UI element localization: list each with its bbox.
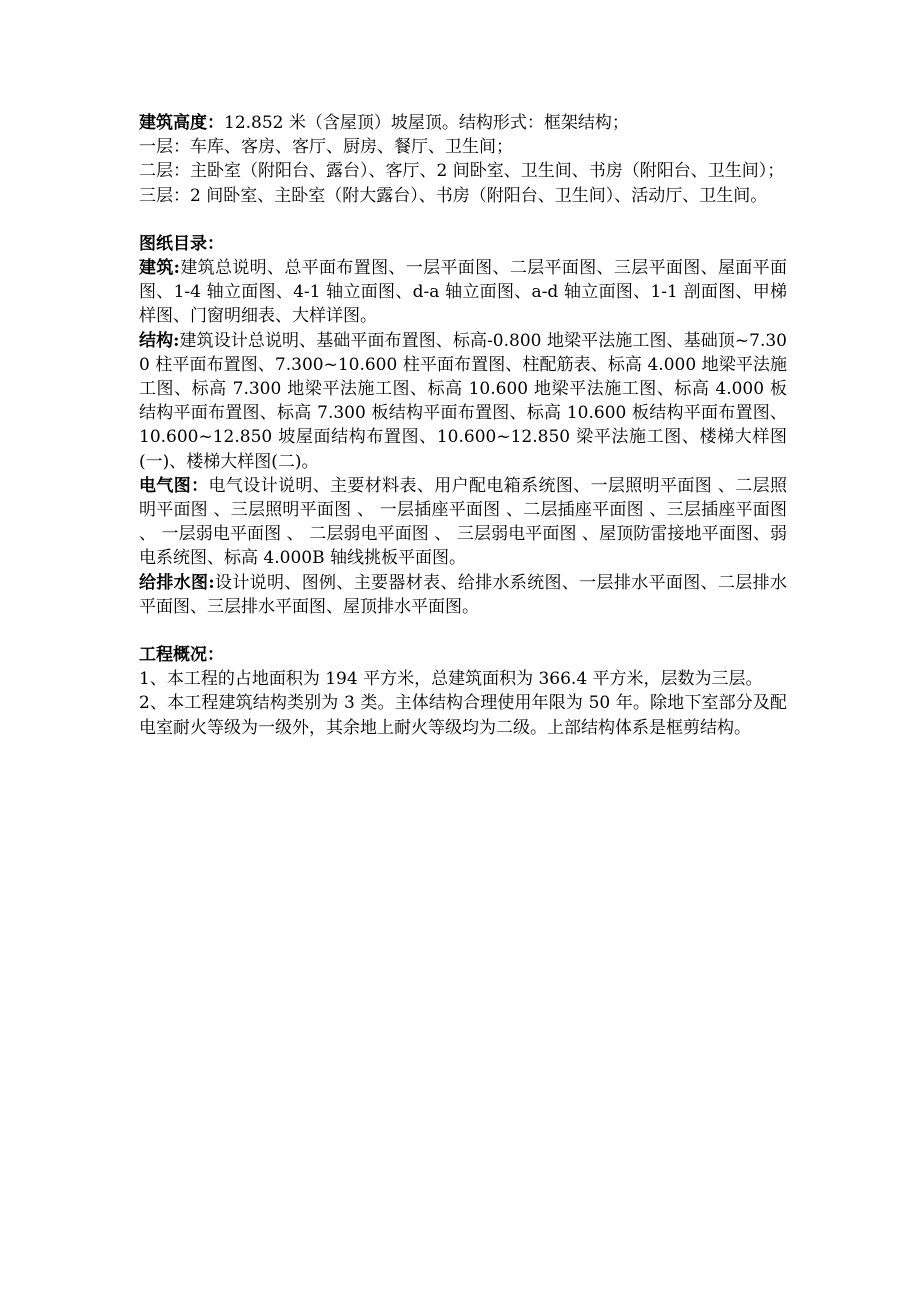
architecture-label: 建筑: xyxy=(139,258,180,279)
structure-text: 建筑设计总说明、基础平面布置图、标高-0.800 地梁平法施工图、基础顶~7.300 柱平面布置图、7.300~10.600 柱平面布置图、柱配筋表、标高 4.000 地梁平法施工图、标高 7.300 地梁平法施工图、标高 10.600 地梁平法施工图、标高 4.000 板结构平面布置图、标高 7.300 板结构平面布置图、标高 10.600 板结构平面布置图、10.600~12.850 坡屋面结构布置图、10.600~12.850 梁平法施工图、楼梯大样图(一)、楼梯大样图(二)。 xyxy=(139,330,787,472)
electrical-drawings-paragraph xyxy=(139,474,787,571)
plumbing-drawings-paragraph xyxy=(139,571,787,619)
plumbing-label: 给排水图: xyxy=(139,572,215,593)
architecture-text: 建筑总说明、总平面布置图、一层平面图、二层平面图、三层平面图、屋面平面图、1-4 轴立面图、4-1 轴立面图、d-a 轴立面图、a-d 轴立面图、1-1 剖面图、甲梯样图、门窗明细表、大样详图。 xyxy=(139,258,787,327)
section-spacer xyxy=(139,208,787,232)
drawing-list-title: 图纸目录： xyxy=(139,233,224,254)
floor2-description: 二层：主卧室（附阳台、露台）、客厅、2 间卧室、卫生间、书房（附阳台、卫生间）； xyxy=(139,161,785,182)
floor3-description: 三层：2 间卧室、主卧室（附大露台）、书房（附阳台、卫生间）、活动厅、卫生间。 xyxy=(139,185,768,206)
section-spacer xyxy=(139,619,787,643)
building-height-text: 12.852 米（含屋顶）坡屋顶。结构形式：框架结构； xyxy=(224,113,629,133)
structure-drawings-paragraph xyxy=(139,329,787,474)
document-page xyxy=(139,111,787,740)
building-height-paragraph xyxy=(139,111,787,135)
floor1-description: 一层：车库、客房、客厅、厨房、餐厅、卫生间； xyxy=(139,137,513,158)
structure-label: 结构: xyxy=(139,330,180,351)
project-overview-title: 工程概况： xyxy=(139,645,224,666)
project-overview-item-2: 2、本工程建筑结构类别为 3 类。主体结构合理使用年限为 50 年。除地下室部分及配电室耐火等级为一级外，其余地上耐火等级均为二级。上部结构体系是框剪结构。 xyxy=(139,693,787,738)
architecture-drawings-paragraph xyxy=(139,256,787,329)
project-overview-item-1: 1、本工程的占地面积为 194 平方米，总建筑面积为 366.4 平方米，层数为三层。 xyxy=(139,669,763,690)
electrical-text: 电气设计说明、主要材料表、用户配电箱系统图、一层照明平面图 、二层照明平面图 、三层照明平面图 、 一层插座平面图 、二层插座平面图 、三层插座平面图 、 一层弱电平面图 、 二层弱电平面图 、 三层弱电平面图 、屋顶防雷接地平面图、弱电系统图、标高 4.000B 轴线挑板平面图。 xyxy=(139,475,788,569)
plumbing-text: 设计说明、图例、主要器材表、给排水系统图、一层排水平面图、二层排水平面图、三层排水平面图、屋顶排水平面图。 xyxy=(139,572,787,617)
electrical-label: 电气图： xyxy=(139,475,209,496)
building-height-label: 建筑高度： xyxy=(139,113,224,133)
